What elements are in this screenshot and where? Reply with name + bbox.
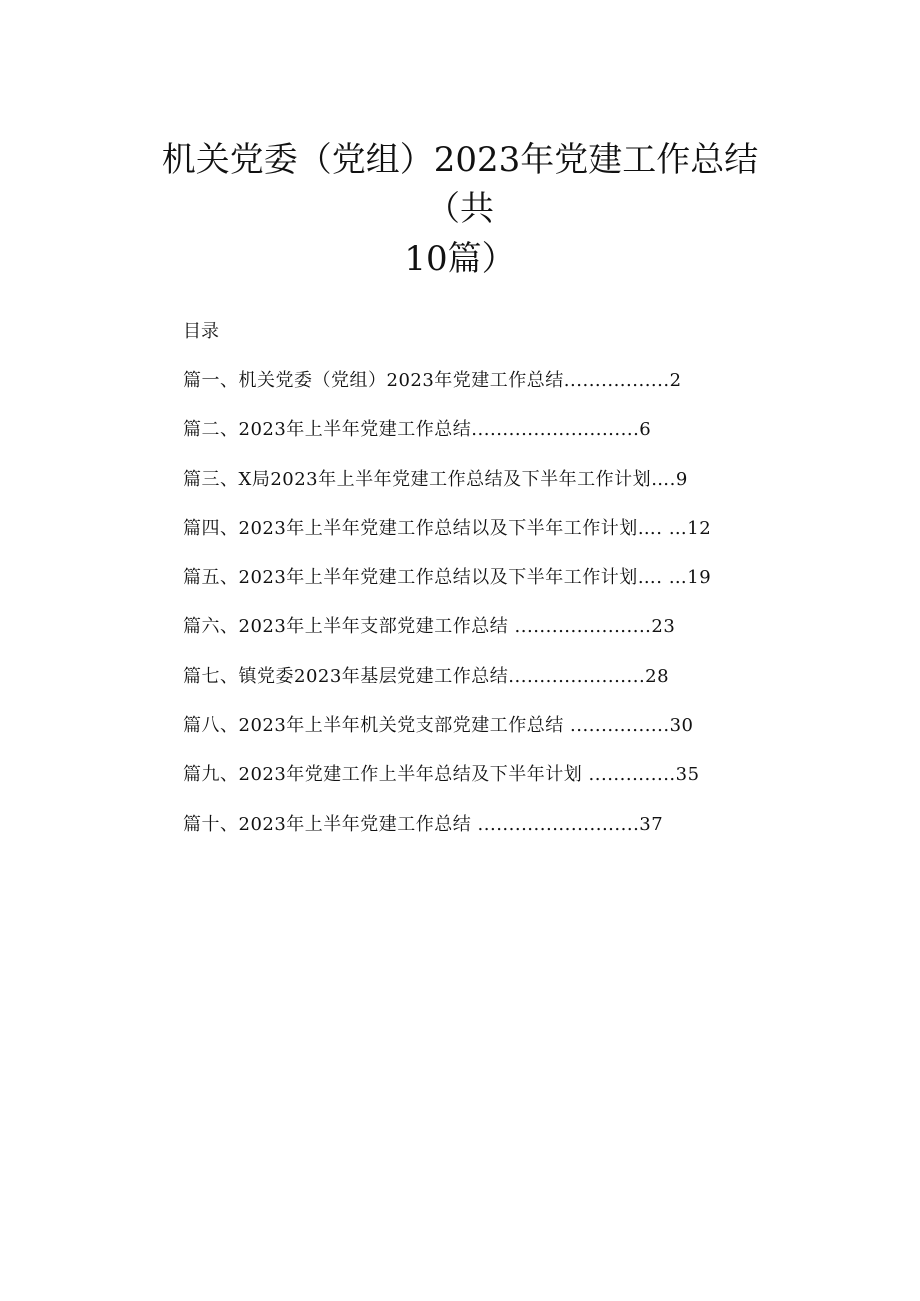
toc-item-text: 篇十、2023年上半年党建工作总结 ..........................37: [183, 813, 664, 835]
toc-item[interactable]: [183, 762, 783, 811]
toc-item[interactable]: [183, 417, 783, 466]
toc-item-text: 篇九、2023年党建工作上半年总结及下半年计划 ..............35: [183, 764, 700, 786]
toc-item[interactable]: [183, 516, 783, 565]
document-title-line-2: （共: [426, 189, 494, 229]
toc-item-text: 篇二、2023年上半年党建工作总结...........................6: [183, 419, 652, 441]
toc-item[interactable]: [183, 713, 783, 762]
table-of-contents: [183, 368, 783, 861]
toc-item-text: 篇八、2023年上半年机关党支部党建工作总结 ................30: [183, 715, 694, 737]
toc-item[interactable]: [183, 565, 783, 614]
toc-item-text: 篇七、镇党委2023年基层党建工作总结......................28: [183, 665, 670, 687]
toc-item-text: 篇四、2023年上半年党建工作总结以及下半年工作计划…. …12: [183, 517, 712, 539]
toc-item[interactable]: [183, 368, 783, 417]
toc-item[interactable]: [183, 812, 783, 861]
document-title-line-3: 10篇）: [404, 239, 516, 279]
toc-heading: 目录: [183, 321, 219, 342]
toc-item-text: 篇三、X局2023年上半年党建工作总结及下半年工作计划….9: [183, 468, 688, 490]
toc-item[interactable]: [183, 467, 783, 516]
document-title-line-1: 机关党委（党组）2023年党建工作总结: [161, 140, 759, 180]
toc-item[interactable]: [183, 614, 783, 663]
toc-item-text: 篇一、机关党委（党组）2023年党建工作总结.................2: [183, 370, 682, 391]
toc-item[interactable]: [183, 664, 783, 713]
toc-item-text: 篇六、2023年上半年支部党建工作总结 ......................23: [183, 616, 676, 638]
toc-item-text: 篇五、2023年上半年党建工作总结以及下半年工作计划…. …19: [183, 567, 712, 589]
